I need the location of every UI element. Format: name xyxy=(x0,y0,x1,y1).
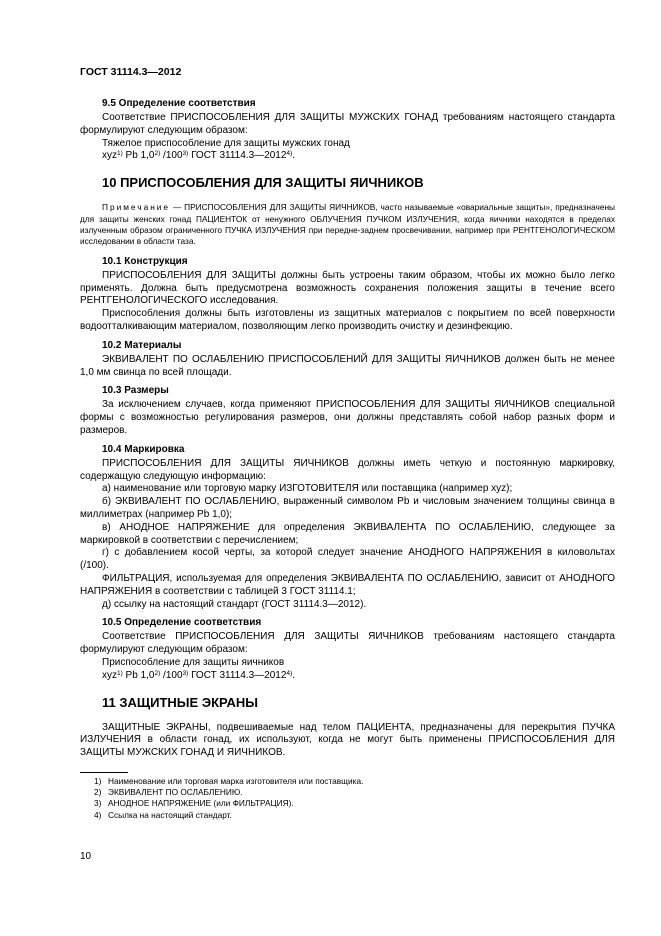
section-10-1-paragraph-2: Приспособления должны быть изготовлены из защитных материалов с покрытием по всей поверхности водоотталкивающим материалом, позволяющим легко производить очистку и дезинфекцию. xyxy=(80,308,615,332)
filtration-paragraph: ФИЛЬТРАЦИЯ, используемая для определения ЭКВИВАЛЕНТА ПО ОСЛАБЛЕНИЮ, зависит от АНОДНОГО НАПРЯЖЕНИЯ в соответствии с таблицей 3 ГОСТ 31114.1; xyxy=(80,572,615,597)
footnote: 2) ЭКВИВАЛЕНТ ПО ОСЛАБЛЕНИЮ. xyxy=(94,787,243,798)
footnote: 1) Наименование или торговая марка изготовителя или поставщика. xyxy=(94,775,364,786)
list-item-b: б) ЭКВИВАЛЕНТ ПО ОСЛАБЛЕНИЮ, выраженный символом Pb и числовым значением толщины свинца в миллиметрах (например Pb 1,0); xyxy=(80,496,615,520)
footnotes xyxy=(80,776,615,821)
list-item-c: в) АНОДНОЕ НАПРЯЖЕНИЕ для определения ЭКВИВАЛЕНТА ПО ОСЛАБЛЕНИЮ, следующее за маркировкой в соответствии с перечислением; xyxy=(80,521,615,546)
section-10-1-title: 10.1 Конструкция xyxy=(102,255,188,267)
section-11-paragraph: ЗАЩИТНЫЕ ЭКРАНЫ, подвешиваемые над телом ПАЦИЕНТА, предназначены для перекрытия ПУЧКА ИЗЛУЧЕНИЯ в области гонад, их используют, когда не могут быть применены ПРИСПОСОБЛЕНИЯ ДЛЯ ЗАЩИТЫ МУЖСКИХ ГОНАД И ЯИЧНИКОВ. xyxy=(80,721,615,759)
page-number: 10 xyxy=(80,851,92,862)
section-10-1-paragraph-1: ПРИСПОСОБЛЕНИЯ ДЛЯ ЗАЩИТЫ должны быть устроены таким образом, чтобы их можно было легко применять. Должна быть предусмотрена возможность сохранения положения защиты в течение всего РЕНТГЕНОЛОГИЧЕСКОГО исследования. xyxy=(80,269,615,307)
section-10-4-paragraph: ПРИСПОСОБЛЕНИЯ ДЛЯ ЗАЩИТЫ ЯИЧНИКОВ должны иметь четкую и постоянную маркировку, содержащую следующую информацию: xyxy=(80,457,615,482)
footnote-divider xyxy=(80,772,128,773)
section-10-5-marking-code: xyz$^{1)}$ Pb 1,0$^{2)}$ /100$^{3)}$ ГОСТ 31114.3—2012$^{4)}$. xyxy=(102,669,295,681)
section-10-note xyxy=(80,202,615,248)
footnote: 3) АНОДНОЕ НАПРЯЖЕНИЕ (или ФИЛЬТРАЦИЯ). xyxy=(94,798,294,809)
section-10-title: 10 ПРИСПОСОБЛЕНИЯ ДЛЯ ЗАЩИТЫ ЯИЧНИКОВ xyxy=(102,175,424,191)
section-10-3-paragraph: За исключением случаев, когда применяют ПРИСПОСОБЛЕНИЯ ДЛЯ ЗАЩИТЫ ЯИЧНИКОВ специальной формы с возможностью регулирования размеров, они должны представлять собой набор разных форм и размеров. xyxy=(80,399,615,436)
section-10-5-label-line: Приспособление для защиты яичников xyxy=(102,656,285,668)
footnote: 4) Ссылка на настоящий стандарт. xyxy=(94,809,232,820)
section-10-4-title: 10.4 Маркировка xyxy=(102,443,185,455)
list-item-a: а) наименование или торговую марку ИЗГОТОВИТЕЛЯ или поставщика (например xyz); xyxy=(102,483,513,495)
section-10-3-title: 10.3 Размеры xyxy=(102,385,169,397)
section-10-2-paragraph: ЭКВИВАЛЕНТ ПО ОСЛАБЛЕНИЮ ПРИСПОСОБЛЕНИЙ ДЛЯ ЗАЩИТЫ ЯИЧНИКОВ должен быть не менее 1,0 мм свинца по всей площади. xyxy=(80,353,615,378)
note-label: Примечание xyxy=(102,202,171,213)
section-11-title: 11 ЗАЩИТНЫЕ ЭКРАНЫ xyxy=(102,694,259,710)
section-9-5-marking-code: xyz$^{1)}$ Pb 1,0$^{2)}$ /100$^{3)}$ ГОСТ 31114.3—2012$^{4)}$. xyxy=(102,150,295,162)
section-10-5-title: 10.5 Определение соответствия xyxy=(102,617,262,629)
list-item-d: д) ссылку на настоящий стандарт (ГОСТ 31114.3—2012). xyxy=(102,598,367,610)
list-item-g: г) с добавлением косой черты, за которой следует значение АНОДНОГО НАПРЯЖЕНИЯ в киловольтах (/100). xyxy=(80,547,615,572)
section-9-5-label-line: Тяжелое приспособление для защиты мужских гонад xyxy=(102,137,350,149)
section-9-5-paragraph: Соответствие ПРИСПОСОБЛЕНИЯ ДЛЯ ЗАЩИТЫ МУЖСКИХ ГОНАД требованиям настоящего стандарта формулируют следующим образом: xyxy=(80,112,615,136)
document-page xyxy=(80,66,615,821)
section-10-5-paragraph: Соответствие ПРИСПОСОБЛЕНИЯ ДЛЯ ЗАЩИТЫ ЯИЧНИКОВ требованиям настоящего стандарта формулируют следующим образом: xyxy=(80,631,615,656)
note-text: — ПРИСПОСОБЛЕНИЯ ДЛЯ ЗАЩИТЫ ЯИЧНИКОВ, часто называемые «овариальные защиты», предназначены для защиты женских гонад ПАЦИЕНТОК от ненужного ОБЛУЧЕНИЯ ПУЧКОМ ИЗЛУЧЕНИЯ, когда яичники находятся в пределах излученным образом ограниченного ПУЧКА ИЗЛУЧЕНИЯ при передне-заднем просвечивании, например при РЕНТГЕНОЛОГИЧЕСКОМ исследовании в области таза. xyxy=(80,202,615,247)
document-header: ГОСТ 31114.3—2012 xyxy=(80,66,182,78)
section-10-2-title: 10.2 Материалы xyxy=(102,339,182,351)
section-9-5-title: 9.5 Определение соответствия xyxy=(102,98,256,109)
